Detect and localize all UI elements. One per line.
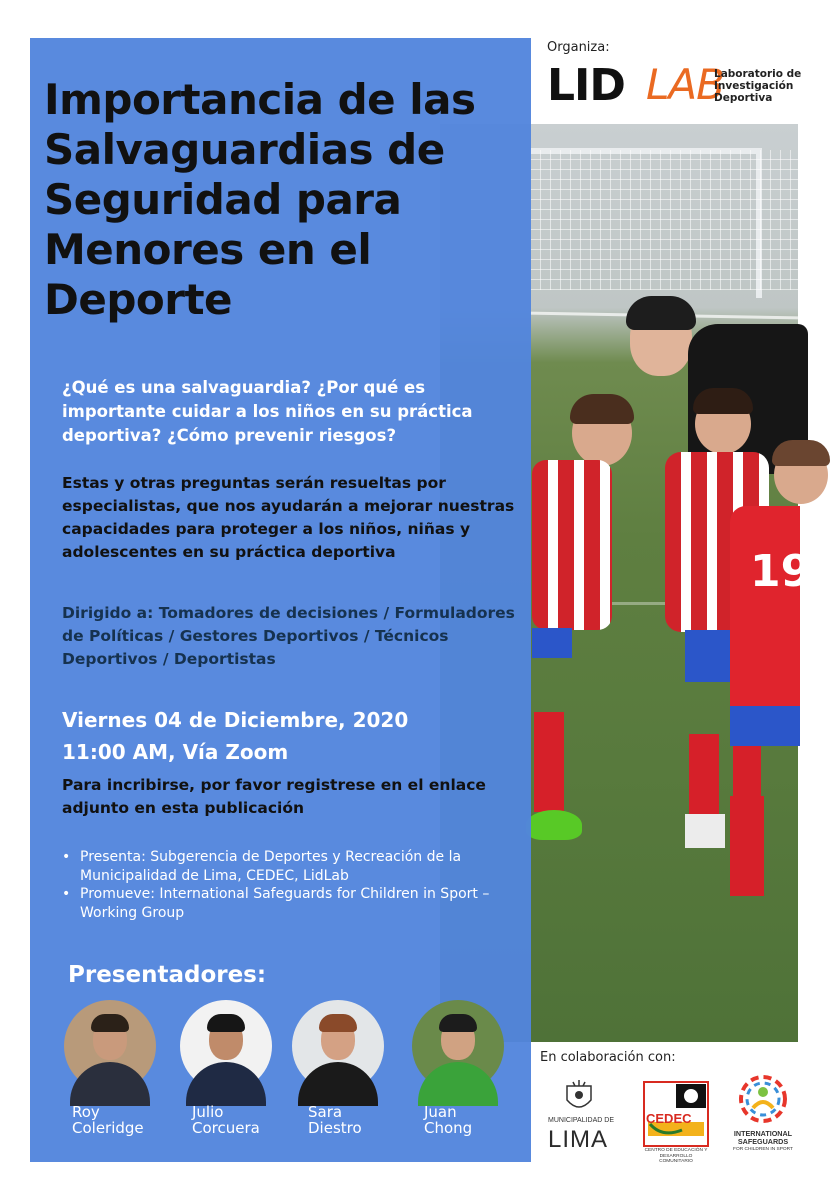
registration-note: Para incribirse, por favor registrese en el enlace adjunto en esta publicación (62, 776, 486, 817)
avatar-roy-coleridge (64, 1000, 156, 1092)
safeguards-logo-icon (736, 1072, 790, 1126)
presenter-name-3: Sara Diestro (308, 1103, 362, 1137)
safeguards-subtitle: FOR CHILDREN IN SPORT (733, 1147, 793, 1152)
lidlab-description: Laboratorio de Investigación Deportiva (714, 68, 802, 104)
bullet-icon: • (62, 886, 71, 902)
collaboration-label: En colaboración con: (540, 1050, 676, 1065)
safeguards-logo-text: INTERNATIONAL SAFEGUARDS (733, 1129, 793, 1147)
lima-municipality-label: MUNICIPALIDAD DE (548, 1117, 614, 1124)
cedec-logo-text: CEDEC (646, 1111, 692, 1126)
list-item: • Promueve: International Safeguards for Children in Sport – Working Group (62, 886, 490, 921)
organizers-list (62, 848, 522, 922)
presenter-name-1: Roy Coleridge (72, 1103, 144, 1137)
lidlab-logo-lab: LAB (646, 60, 724, 109)
presenter-name-2: Julio Corcuera (192, 1103, 260, 1137)
event-date: Viernes 04 de Diciembre, 2020 (62, 708, 409, 732)
presenter-name-4: Juan Chong (424, 1103, 473, 1137)
lima-logo-text: LIMA (548, 1126, 609, 1153)
avatar-julio-corcuera (180, 1000, 272, 1092)
presenters-heading: Presentadores: (68, 962, 267, 988)
event-title: Importancia de las Salvaguardias de Seguridad para Menores en el Deporte (44, 75, 476, 324)
list-item: • Presenta: Subgerencia de Deportes y Recreación de la Municipalidad de Lima, CEDEC, LidLab (62, 849, 462, 884)
event-time: 11:00 AM, Vía Zoom (62, 740, 289, 764)
cedec-subtitle: CENTRO DE EDUCACIÓN Y DESARROLLO COMUNITARIO (644, 1148, 708, 1164)
soccer-photo: 19 (440, 124, 798, 1042)
avatar-juan-chong (412, 1000, 504, 1092)
avatar-sara-diestro (292, 1000, 384, 1092)
bullet-icon: • (62, 849, 71, 865)
lima-crest-icon (563, 1080, 595, 1116)
event-target-audience: Dirigido a: Tomadores de decisiones / Formuladores de Políticas / Gestores Deportivos / Técnicos Deportivos / Deportistas (62, 604, 515, 668)
event-questions: ¿Qué es una salvaguardia? ¿Por qué es importante cuidar a los niños en su práctica deportiva? ¿Cómo prevenir riesgos? (62, 378, 473, 445)
lidlab-logo-lid: LID (547, 60, 625, 111)
event-description: Estas y otras preguntas serán resueltas por especialistas, que nos ayudarán a mejorar nuestras capacidades para proteger a los niños, niñas y adolescentes en su práctica deportiva (62, 474, 515, 561)
organizer-label: Organiza: (547, 40, 610, 55)
